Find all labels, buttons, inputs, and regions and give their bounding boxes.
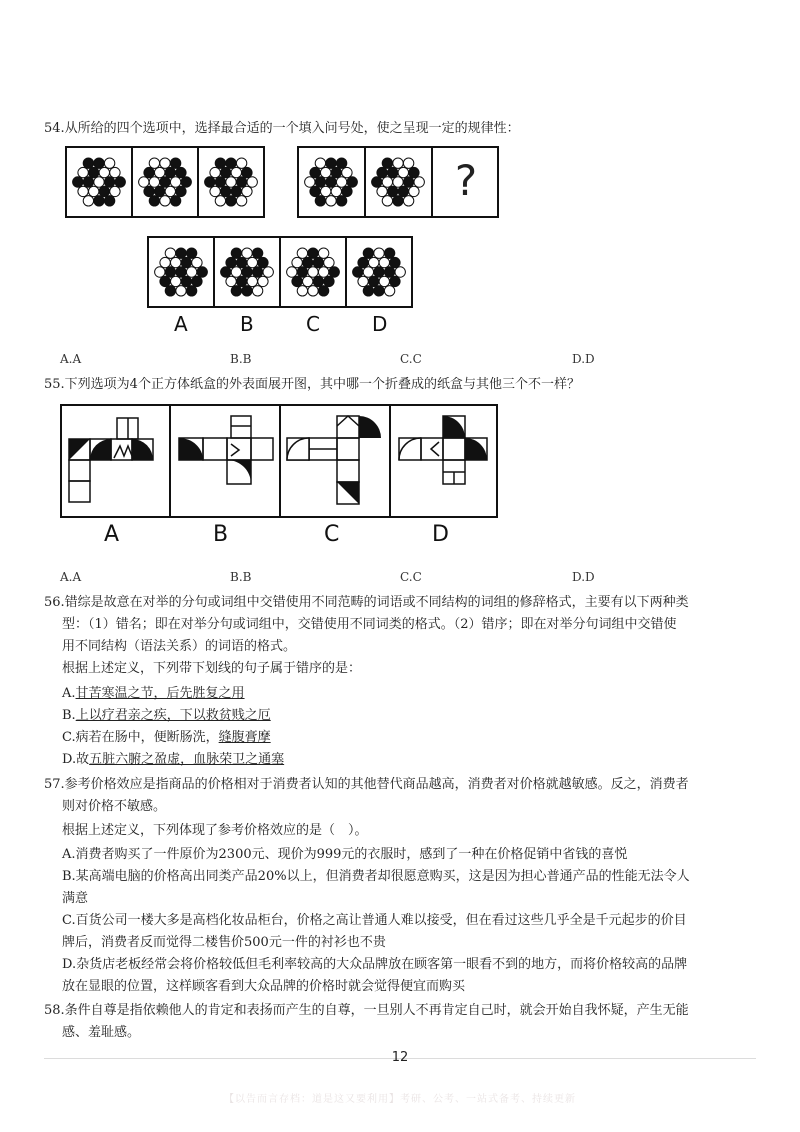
option-prefix: B. <box>62 708 76 723</box>
empty-dot-icon <box>384 286 394 296</box>
q57-stem-line-3: 根据上述定义，下列体现了参考价格效应的是（ ）。 <box>62 823 368 838</box>
filled-dot-icon <box>242 267 252 277</box>
empty-dot-icon <box>297 286 307 296</box>
q57-stem-line-2: 则对价格不敏感。 <box>62 799 167 814</box>
empty-dot-icon <box>236 196 246 206</box>
filled-dot-icon <box>326 158 336 168</box>
empty-dot-icon <box>247 276 257 286</box>
q54-option-b[interactable]: B.B <box>230 352 252 366</box>
filled-dot-icon <box>186 286 196 296</box>
filled-dot-icon <box>363 286 373 296</box>
filled-dot-icon <box>358 257 368 267</box>
empty-dot-icon <box>297 248 307 258</box>
filled-dot-icon <box>231 186 241 196</box>
filled-dot-icon <box>231 248 241 258</box>
filled-dot-icon <box>403 177 413 187</box>
filled-dot-icon <box>165 167 175 177</box>
q57-stem-line-1: 57.参考价格效应是指商品的价格相对于消费者认知的其他替代商品越高，消费者对价格就越敏感。反之，消费者 <box>44 777 689 792</box>
empty-dot-icon <box>382 196 392 206</box>
q56-stem-line-1: 56.错综是故意在对举的分句或词组中交错使用不同范畴的词语或不同结构的词组的修辞格式，主要有以下两种类 <box>44 595 689 610</box>
q56-option-a[interactable] <box>62 683 245 705</box>
option-underlined-text: 五脏六腑之盈虚，血脉荣卫之通塞 <box>89 752 285 767</box>
filled-dot-icon <box>363 248 373 258</box>
q55-net-d <box>391 406 496 516</box>
filled-dot-icon <box>347 177 357 187</box>
empty-dot-icon <box>336 177 346 187</box>
empty-dot-icon <box>149 177 159 187</box>
filled-dot-icon <box>388 167 398 177</box>
filled-dot-icon <box>409 167 419 177</box>
empty-dot-icon <box>363 267 373 277</box>
empty-dot-icon <box>139 177 149 187</box>
empty-dot-icon <box>165 186 175 196</box>
q58-stem-line-1: 58.条件自尊是指依赖他人的肯定和表扬而产生的自尊，一旦别人不再肯定自己时，就会开始自我怀疑，产生无能 <box>44 1003 689 1018</box>
q54-label-a: A <box>174 312 188 336</box>
filled-dot-icon <box>170 158 180 168</box>
filled-dot-icon <box>342 186 352 196</box>
filled-dot-icon <box>303 257 313 267</box>
q57-option-b-cont: 满意 <box>62 891 89 906</box>
filled-dot-icon <box>89 167 99 177</box>
empty-dot-icon <box>160 158 170 168</box>
empty-dot-icon <box>110 167 120 177</box>
cube-net-icon <box>391 406 496 516</box>
hex-dots-figure-icon <box>366 148 430 216</box>
filled-dot-icon <box>226 257 236 267</box>
empty-dot-icon <box>403 158 413 168</box>
option-plain-text: 故 <box>76 752 90 767</box>
q55-label-c: C <box>324 522 340 547</box>
q54-label-d: D <box>372 312 388 336</box>
filled-dot-icon <box>374 286 384 296</box>
q55-label-a: A <box>104 522 120 547</box>
filled-dot-icon <box>226 196 236 206</box>
empty-dot-icon <box>170 177 180 187</box>
filled-dot-icon <box>353 267 363 277</box>
option-underlined-text: 甘苦寒温之节，后先胜复之用 <box>75 686 245 701</box>
q57-option-c-cont: 牌后，消费者反而觉得二楼售价500元一件的衬衫也不贵 <box>62 935 386 950</box>
filled-dot-icon <box>99 186 109 196</box>
filled-dot-icon <box>329 267 339 277</box>
option-plain-text: 病若在肠中，便断肠洗， <box>75 730 219 745</box>
empty-dot-icon <box>374 248 384 258</box>
filled-dot-icon <box>390 257 400 267</box>
filled-dot-icon <box>181 257 191 267</box>
empty-dot-icon <box>78 186 88 196</box>
watermark: 【以告而言存档：道是这又要利用】考研、公考、一站式备考、持续更新 <box>224 1094 576 1105</box>
filled-dot-icon <box>104 177 114 187</box>
option-prefix: D. <box>62 752 77 767</box>
option-underlined-text: 上以疗君亲之疾，下以救贫贱之厄 <box>75 708 271 723</box>
empty-dot-icon <box>104 158 114 168</box>
filled-dot-icon <box>176 167 186 177</box>
hex-dots-figure-icon <box>199 148 263 216</box>
q55-stem: 55.下列选项为4个正方体纸盒的外表面展开图，其中哪一个折叠成的纸盒与其他三个不一样？ <box>44 377 580 392</box>
question-mark: ? <box>454 156 478 205</box>
filled-dot-icon <box>242 286 252 296</box>
filled-dot-icon <box>149 196 159 206</box>
q54-sequence-right <box>297 146 499 218</box>
empty-dot-icon <box>171 257 181 267</box>
filled-dot-icon <box>384 267 394 277</box>
q56-option-b[interactable] <box>62 705 271 727</box>
empty-dot-icon <box>110 186 120 196</box>
filled-dot-icon <box>313 276 323 286</box>
q58-stem-line-2: 感、羞耻感。 <box>62 1025 141 1040</box>
empty-dot-icon <box>94 177 104 187</box>
filled-dot-icon <box>310 167 320 177</box>
q56-stem-line-4: 根据上述定义，下列带下划线的句子属于错序的是： <box>62 661 362 676</box>
empty-dot-icon <box>414 177 424 187</box>
empty-dot-icon <box>176 286 186 296</box>
filled-dot-icon <box>372 177 382 187</box>
empty-dot-icon <box>186 267 196 277</box>
filled-dot-icon <box>165 286 175 296</box>
hex-dots-figure-icon <box>347 238 411 306</box>
hex-dots-figure-icon <box>133 148 197 216</box>
filled-dot-icon <box>94 158 104 168</box>
option-underlined-text: 缝腹膏摩 <box>218 730 271 745</box>
q54-option-c[interactable]: C.C <box>400 352 422 366</box>
empty-dot-icon <box>160 196 170 206</box>
empty-dot-icon <box>210 167 220 177</box>
filled-dot-icon <box>205 177 215 187</box>
filled-dot-icon <box>310 186 320 196</box>
q56-option-c[interactable] <box>62 727 271 749</box>
filled-dot-icon <box>181 276 191 286</box>
q57-option-b[interactable]: B.某高端电脑的价格高出同类产品20%以上，但消费者却很愿意购买，这是因为担心普通产品的性能无法令人 <box>62 869 690 884</box>
filled-dot-icon <box>221 267 231 277</box>
q54-option-d[interactable]: D.D <box>572 352 595 366</box>
q55-option-a[interactable]: A.A <box>60 570 82 584</box>
empty-dot-icon <box>409 186 419 196</box>
empty-dot-icon <box>155 267 165 277</box>
empty-dot-icon <box>258 276 268 286</box>
empty-dot-icon <box>382 177 392 187</box>
filled-dot-icon <box>215 158 225 168</box>
cube-net-icon <box>171 406 279 516</box>
empty-dot-icon <box>242 186 252 196</box>
q55-option-d[interactable]: D.D <box>572 570 595 584</box>
filled-dot-icon <box>215 177 225 187</box>
filled-dot-icon <box>160 177 170 187</box>
filled-dot-icon <box>390 276 400 286</box>
q56-option-d[interactable] <box>62 749 284 771</box>
empty-dot-icon <box>236 158 246 168</box>
filled-dot-icon <box>231 286 241 296</box>
empty-dot-icon <box>242 248 252 258</box>
empty-dot-icon <box>303 276 313 286</box>
empty-dot-icon <box>379 257 389 267</box>
filled-dot-icon <box>384 248 394 258</box>
filled-dot-icon <box>170 196 180 206</box>
q56-stem-line-2: 型：（1）错名；即在对举分句或词组中，交错使用不同词类的格式。（2）错序；即在对举分句词组中交错使 <box>62 617 677 632</box>
filled-dot-icon <box>242 167 252 177</box>
q55-option-b[interactable]: B.B <box>230 570 252 584</box>
empty-dot-icon <box>398 167 408 177</box>
filled-dot-icon <box>73 177 83 187</box>
filled-dot-icon <box>292 276 302 286</box>
empty-dot-icon <box>192 257 202 267</box>
empty-dot-icon <box>83 196 93 206</box>
filled-dot-icon <box>297 267 307 277</box>
empty-dot-icon <box>403 196 413 206</box>
filled-dot-icon <box>324 276 334 286</box>
q54-options-box <box>147 236 413 308</box>
filled-dot-icon <box>315 177 325 187</box>
q55-label-d: D <box>432 522 449 547</box>
filled-dot-icon <box>388 186 398 196</box>
q57-option-d-cont: 放在显眼的位置，这样顾客看到大众品牌的价格时就会觉得便宜而购买 <box>62 979 466 994</box>
q54-option-figure-a <box>149 238 215 306</box>
q54-sequence-left <box>65 146 265 218</box>
hex-dots-figure-icon <box>67 148 131 216</box>
filled-dot-icon <box>336 158 346 168</box>
filled-dot-icon <box>155 186 165 196</box>
empty-dot-icon <box>308 286 318 296</box>
filled-dot-icon <box>252 248 262 258</box>
empty-dot-icon <box>318 267 328 277</box>
cube-net-icon <box>62 406 169 516</box>
q57-option-a[interactable]: A.消费者购买了一件原价为2300元、现价为999元的衣服时，感到了一种在价格促销中省钱的喜悦 <box>62 847 628 862</box>
filled-dot-icon <box>176 186 186 196</box>
hex-dots-figure-icon <box>149 238 213 306</box>
q57-option-c[interactable]: C.百货公司一楼大多是高档化妆品柜台，价格之高让普通人难以接受，但在看过这些几乎全是千元起步的价目 <box>62 913 687 928</box>
cube-net-icon <box>281 406 389 516</box>
filled-dot-icon <box>236 177 246 187</box>
filled-dot-icon <box>398 186 408 196</box>
filled-dot-icon <box>331 167 341 177</box>
q55-nets-box <box>60 404 498 518</box>
filled-dot-icon <box>308 248 318 258</box>
hex-dots-figure-icon <box>215 238 279 306</box>
filled-dot-icon <box>94 196 104 206</box>
empty-dot-icon <box>89 186 99 196</box>
option-prefix: A. <box>62 686 76 701</box>
filled-dot-icon <box>115 177 125 187</box>
hex-dots-figure-icon <box>299 148 363 216</box>
q54-figure-5 <box>366 148 433 216</box>
option-prefix: C. <box>62 730 76 745</box>
empty-dot-icon <box>292 257 302 267</box>
empty-dot-icon <box>155 167 165 177</box>
empty-dot-icon <box>215 196 225 206</box>
q54-option-figure-d <box>347 238 411 306</box>
empty-dot-icon <box>369 257 379 267</box>
empty-dot-icon <box>287 267 297 277</box>
filled-dot-icon <box>369 276 379 286</box>
filled-dot-icon <box>237 257 247 267</box>
filled-dot-icon <box>318 286 328 296</box>
empty-dot-icon <box>342 167 352 177</box>
empty-dot-icon <box>358 276 368 286</box>
filled-dot-icon <box>315 196 325 206</box>
filled-dot-icon <box>144 186 154 196</box>
filled-dot-icon <box>186 248 196 258</box>
empty-dot-icon <box>247 257 257 267</box>
q54-option-figure-b <box>215 238 281 306</box>
empty-dot-icon <box>231 267 241 277</box>
q54-label-c: C <box>306 312 320 336</box>
q54-figure-1 <box>67 148 133 216</box>
empty-dot-icon <box>395 267 405 277</box>
empty-dot-icon <box>326 196 336 206</box>
empty-dot-icon <box>331 186 341 196</box>
empty-dot-icon <box>321 167 331 177</box>
page-number: 12 <box>391 1050 409 1065</box>
filled-dot-icon <box>237 276 247 286</box>
empty-dot-icon <box>252 286 262 296</box>
empty-dot-icon <box>160 257 170 267</box>
empty-dot-icon <box>393 177 403 187</box>
filled-dot-icon <box>252 267 262 277</box>
empty-dot-icon <box>226 177 236 187</box>
empty-dot-icon <box>210 186 220 196</box>
filled-dot-icon <box>221 167 231 177</box>
empty-dot-icon <box>78 167 88 177</box>
q55-net-a <box>62 406 171 516</box>
q55-net-b <box>171 406 281 516</box>
empty-dot-icon <box>305 177 315 187</box>
q54-label-b: B <box>240 312 254 336</box>
q55-option-c[interactable]: C.C <box>400 570 422 584</box>
filled-dot-icon <box>176 248 186 258</box>
q56-stem-line-3: 用不同结构（语法关系）的词语的格式。 <box>62 639 297 654</box>
filled-dot-icon <box>258 257 268 267</box>
empty-dot-icon <box>315 158 325 168</box>
filled-dot-icon <box>226 158 236 168</box>
empty-dot-icon <box>171 276 181 286</box>
q54-figure-4 <box>299 148 366 216</box>
filled-dot-icon <box>221 186 231 196</box>
q54-figure-3 <box>199 148 265 216</box>
filled-dot-icon <box>181 177 191 187</box>
empty-dot-icon <box>324 257 334 267</box>
filled-dot-icon <box>336 196 346 206</box>
empty-dot-icon <box>231 167 241 177</box>
q54-option-figure-c <box>281 238 347 306</box>
q55-label-b: B <box>213 522 229 547</box>
filled-dot-icon <box>144 167 154 177</box>
empty-dot-icon <box>165 248 175 258</box>
empty-dot-icon <box>149 158 159 168</box>
filled-dot-icon <box>326 177 336 187</box>
filled-dot-icon <box>382 158 392 168</box>
q54-option-a[interactable]: A.A <box>60 352 82 366</box>
filled-dot-icon <box>160 276 170 286</box>
empty-dot-icon <box>379 276 389 286</box>
filled-dot-icon <box>197 267 207 277</box>
empty-dot-icon <box>308 267 318 277</box>
filled-dot-icon <box>165 267 175 277</box>
filled-dot-icon <box>393 196 403 206</box>
empty-dot-icon <box>318 248 328 258</box>
filled-dot-icon <box>83 177 93 187</box>
q54-figure-2 <box>133 148 199 216</box>
hex-dots-figure-icon <box>281 238 345 306</box>
empty-dot-icon <box>247 177 257 187</box>
filled-dot-icon <box>377 167 387 177</box>
q54-figure-unknown <box>433 148 499 216</box>
empty-dot-icon <box>226 276 236 286</box>
q55-net-c <box>281 406 391 516</box>
filled-dot-icon <box>104 196 114 206</box>
q54-stem: 54.从所给的四个选项中，选择最合适的一个填入问号处，使之呈现一定的规律性： <box>44 121 520 136</box>
filled-dot-icon <box>313 257 323 267</box>
filled-dot-icon <box>192 276 202 286</box>
empty-dot-icon <box>321 186 331 196</box>
empty-dot-icon <box>393 158 403 168</box>
empty-dot-icon <box>377 186 387 196</box>
filled-dot-icon <box>176 267 186 277</box>
q57-option-d[interactable]: D.杂货店老板经常会将价格较低但毛利率较高的大众品牌放在顾客第一眼看不到的地方，而将价格较高的品牌 <box>62 957 688 972</box>
filled-dot-icon <box>83 158 93 168</box>
empty-dot-icon <box>263 267 273 277</box>
empty-dot-icon <box>99 167 109 177</box>
filled-dot-icon <box>374 267 384 277</box>
